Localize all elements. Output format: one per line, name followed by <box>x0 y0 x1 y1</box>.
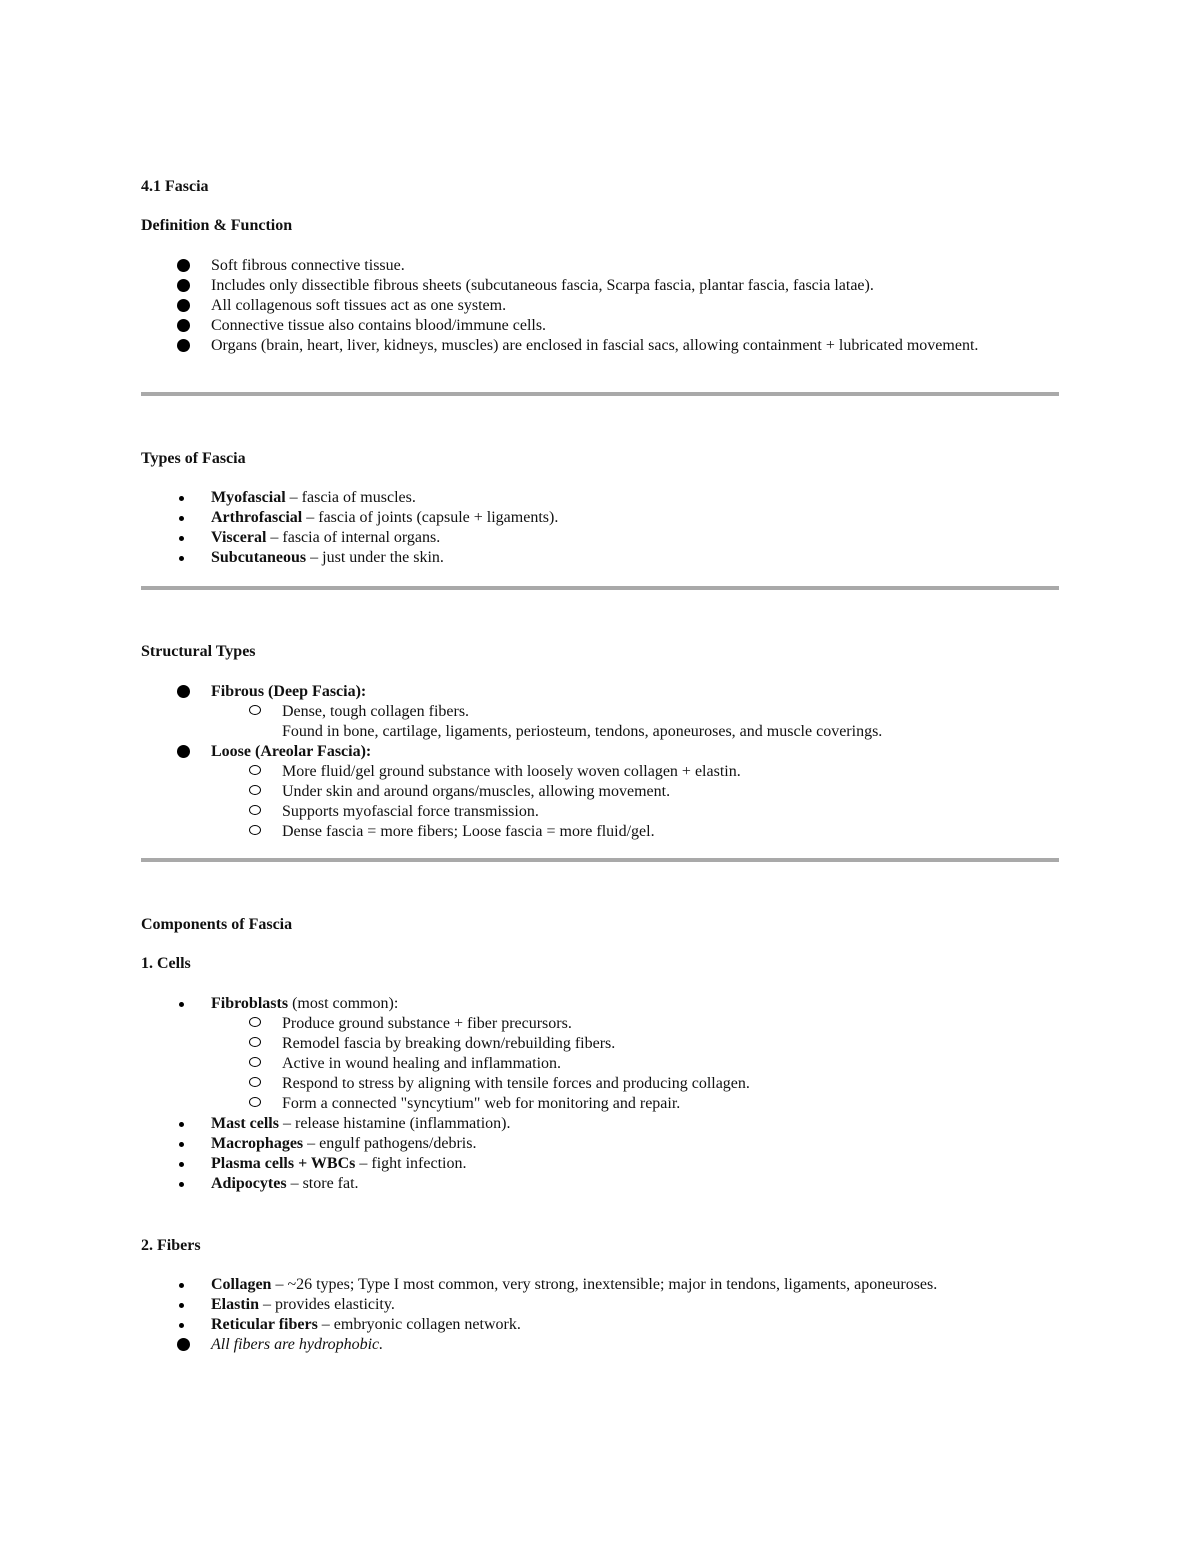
bullet-icon <box>179 1002 184 1007</box>
sub-list-item: Form a connected "syncytium" web for monitoring and repair. <box>141 1094 1059 1114</box>
section-divider <box>141 858 1059 862</box>
circle-bullet-icon <box>249 705 261 715</box>
bullet-icon <box>179 1303 184 1308</box>
bullet-icon <box>179 1162 184 1167</box>
bullet-icon <box>177 279 190 292</box>
circle-bullet-icon <box>249 785 261 795</box>
bullet-icon <box>177 299 190 312</box>
list-item: Soft fibrous connective tissue. <box>141 256 1059 276</box>
list-item: Visceral – fascia of internal organs. <box>141 528 1059 548</box>
bullet-icon <box>177 1338 190 1351</box>
list-item: Macrophages – engulf pathogens/debris. <box>141 1134 1059 1154</box>
bullet-icon <box>179 1182 184 1187</box>
bullet-icon <box>177 339 190 352</box>
sub-list-item: Dense, tough collagen fibers. <box>141 702 1059 722</box>
bullet-icon <box>179 516 184 521</box>
circle-bullet-icon <box>249 1037 261 1047</box>
list-item: All fibers are hydrophobic. <box>141 1335 1059 1355</box>
types-list <box>141 488 1059 568</box>
list-item: Fibrous (Deep Fascia): <box>141 682 1059 702</box>
list-item: All collagenous soft tissues act as one system. <box>141 296 1059 316</box>
sub-list-item: Remodel fascia by breaking down/rebuilding fibers. <box>141 1034 1059 1054</box>
list-item: Collagen – ~26 types; Type I most common, very strong, inextensible; major in tendons, ligaments, aponeuroses. <box>141 1275 1059 1295</box>
bullet-icon <box>177 685 190 698</box>
bullet-icon <box>179 1142 184 1147</box>
definition-list <box>141 256 1059 356</box>
types-heading: Types of Fascia <box>141 450 246 467</box>
list-item: Fibroblasts (most common): <box>141 994 1059 1014</box>
sub-list-item: Active in wound healing and inflammation. <box>141 1054 1059 1074</box>
list-item: Arthrofascial – fascia of joints (capsule + ligaments). <box>141 508 1059 528</box>
list-item: Elastin – provides elasticity. <box>141 1295 1059 1315</box>
list-item: Myofascial – fascia of muscles. <box>141 488 1059 508</box>
circle-bullet-icon <box>249 1017 261 1027</box>
list-item: Includes only dissectible fibrous sheets (subcutaneous fascia, Scarpa fascia, plantar fascia, fascia latae). <box>141 276 1059 296</box>
list-item: Connective tissue also contains blood/immune cells. <box>141 316 1059 336</box>
cells-heading: 1. Cells <box>141 955 191 972</box>
circle-bullet-icon <box>249 805 261 815</box>
bullet-icon <box>179 496 184 501</box>
list-item: Reticular fibers – embryonic collagen network. <box>141 1315 1059 1335</box>
bullet-icon <box>177 745 190 758</box>
circle-bullet-icon <box>249 765 261 775</box>
section-divider <box>141 392 1059 396</box>
list-item: Loose (Areolar Fascia): <box>141 742 1059 762</box>
fibers-list <box>141 1275 1059 1355</box>
bullet-icon <box>179 1122 184 1127</box>
list-item: Subcutaneous – just under the skin. <box>141 548 1059 568</box>
section-divider <box>141 586 1059 590</box>
list-item: Organs (brain, heart, liver, kidneys, muscles) are enclosed in fascial sacs, allowing containment + lubricated movement. <box>141 336 1059 356</box>
sub-list-item: Supports myofascial force transmission. <box>141 802 1059 822</box>
list-item: Mast cells – release histamine (inflammation). <box>141 1114 1059 1134</box>
sub-list-item: Respond to stress by aligning with tensile forces and producing collagen. <box>141 1074 1059 1094</box>
bullet-icon <box>179 1283 184 1288</box>
circle-bullet-icon <box>249 825 261 835</box>
cells-list <box>141 994 1059 1194</box>
structural-heading: Structural Types <box>141 643 256 660</box>
circle-bullet-icon <box>249 1057 261 1067</box>
list-item: Plasma cells + WBCs – fight infection. <box>141 1154 1059 1174</box>
components-heading: Components of Fascia <box>141 916 293 933</box>
sub-list-item: More fluid/gel ground substance with loosely woven collagen + elastin. <box>141 762 1059 782</box>
sub-list-item: Dense fascia = more fibers; Loose fascia = more fluid/gel. <box>141 822 1059 842</box>
bullet-icon <box>179 1323 184 1328</box>
bullet-icon <box>177 319 190 332</box>
bullet-icon <box>177 259 190 272</box>
circle-bullet-icon <box>249 1097 261 1107</box>
list-item: Adipocytes – store fat. <box>141 1174 1059 1194</box>
sub-list-item: Produce ground substance + fiber precursors. <box>141 1014 1059 1034</box>
sub-list-text: Found in bone, cartilage, ligaments, periosteum, tendons, aponeuroses, and muscle coverings. <box>282 723 883 740</box>
structural-list <box>141 682 1059 842</box>
sub-list-item: Under skin and around organs/muscles, allowing movement. <box>141 782 1059 802</box>
bullet-icon <box>179 556 184 561</box>
definition-heading: Definition & Function <box>141 217 293 234</box>
page-title: 4.1 Fascia <box>141 178 209 195</box>
fibers-heading: 2. Fibers <box>141 1237 201 1254</box>
circle-bullet-icon <box>249 1077 261 1087</box>
bullet-icon <box>179 536 184 541</box>
